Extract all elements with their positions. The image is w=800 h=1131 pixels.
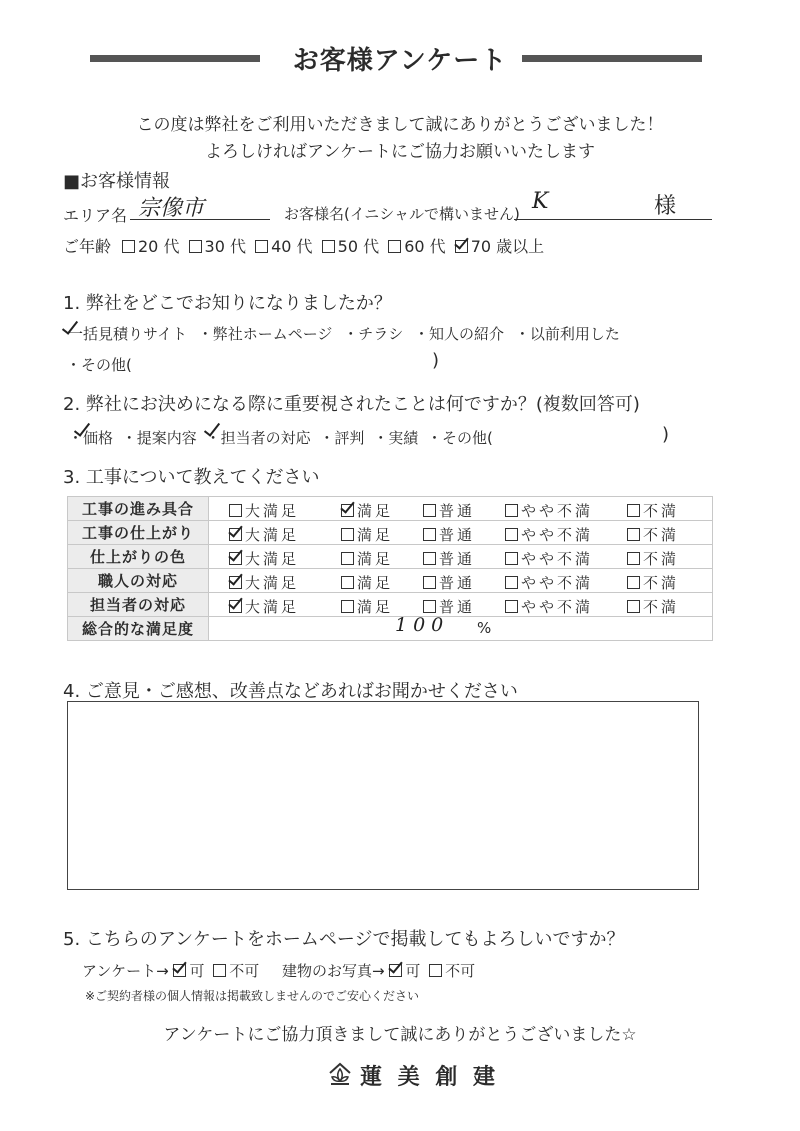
q1-option-comparison-site[interactable]: 一括見積りサイト	[68, 325, 187, 343]
rating-option[interactable]: 不満	[627, 572, 679, 593]
checked-checkbox-icon	[229, 552, 242, 565]
checkbox-icon	[505, 600, 518, 613]
overall-cell[interactable]	[209, 614, 713, 641]
rating-option[interactable]: 大満足	[229, 500, 299, 521]
overall-value: 100	[395, 614, 450, 636]
rating-option[interactable]: 不満	[627, 524, 679, 545]
checkbox-icon	[505, 528, 518, 541]
age-label: ご年齢	[63, 237, 112, 256]
checkbox-icon	[627, 552, 640, 565]
q2-options	[68, 427, 493, 448]
q1-other-label[interactable]: ・その他(	[66, 356, 132, 374]
q2-option-other[interactable]: ・その他(	[426, 429, 493, 447]
checkbox-icon	[505, 504, 518, 517]
checkbox-icon	[505, 576, 518, 589]
overall-label: 総合的な満足度	[68, 617, 209, 641]
name-value: K	[532, 189, 549, 214]
checked-checkbox-icon	[341, 504, 354, 517]
checked-checkbox-icon	[389, 964, 402, 977]
row-label: 仕上がりの色	[68, 545, 209, 569]
rating-option[interactable]: 大満足	[229, 596, 299, 617]
table-row	[68, 545, 713, 569]
rating-option[interactable]: 満足	[341, 596, 393, 617]
age-option-30[interactable]: 30 代	[189, 237, 246, 256]
rating-option[interactable]: 普通	[423, 524, 475, 545]
row-label: 担当者の対応	[68, 593, 209, 617]
checked-checkbox-icon	[229, 600, 242, 613]
rating-option[interactable]: 普通	[423, 596, 475, 617]
q5-survey-row	[82, 960, 259, 981]
q4-heading: 4. ご意見・ご感想、改善点などあればお聞かせください	[63, 681, 518, 702]
rating-cells	[209, 545, 713, 569]
checkbox-icon	[505, 552, 518, 565]
satisfaction-table	[67, 496, 713, 641]
checkbox-icon	[341, 552, 354, 565]
lotus-logo-icon	[327, 1061, 353, 1087]
survey-no-option[interactable]: 不可	[213, 962, 259, 980]
page-title: お客様アンケート	[292, 46, 508, 76]
rating-option[interactable]: やや不満	[505, 500, 593, 521]
checkbox-icon	[627, 576, 640, 589]
rating-cells	[209, 569, 713, 593]
customer-info-heading: ■お客様情報	[63, 171, 171, 192]
checked-checkbox-icon	[229, 576, 242, 589]
area-label: エリア名	[63, 206, 128, 225]
checkbox-icon	[627, 600, 640, 613]
rating-option[interactable]: 満足	[341, 572, 393, 593]
q1-option-past-use[interactable]: ・以前利用した	[514, 325, 620, 343]
q1-option-referral[interactable]: ・知人の紹介	[414, 325, 505, 343]
age-option-20[interactable]: 20 代	[122, 237, 179, 256]
photo-yes-option[interactable]: 可	[389, 962, 420, 980]
checkbox-icon	[627, 504, 640, 517]
rating-option[interactable]: 不満	[627, 548, 679, 569]
q1-options	[68, 323, 620, 344]
rating-option[interactable]: やや不満	[505, 524, 593, 545]
rating-option[interactable]: 満足	[341, 524, 393, 545]
checked-checkbox-icon	[173, 964, 186, 977]
checkbox-icon	[423, 600, 436, 613]
age-options	[122, 234, 544, 257]
photo-publish-label: 建物のお写真→	[282, 962, 385, 980]
q1-heading: 1. 弊社をどこでお知りになりましたか？	[63, 293, 392, 314]
checked-checkbox-icon	[229, 528, 242, 541]
rating-cells	[209, 521, 713, 545]
rating-option[interactable]: 普通	[423, 548, 475, 569]
survey-publish-label: アンケート→	[82, 962, 169, 980]
checkbox-icon	[122, 240, 135, 253]
q1-other-close: )	[432, 350, 440, 371]
age-option-40[interactable]: 40 代	[255, 237, 312, 256]
intro-line-1: この度は弊社をご利用いただきまして誠にありがとうございました！	[136, 115, 664, 135]
table-row	[68, 569, 713, 593]
rating-option[interactable]: 満足	[341, 548, 393, 569]
table-row	[68, 593, 713, 617]
checkbox-icon	[341, 600, 354, 613]
checkbox-icon	[341, 528, 354, 541]
rating-cells	[209, 497, 713, 521]
checkbox-icon	[627, 528, 640, 541]
q2-option-price[interactable]: ・価格	[68, 429, 114, 447]
checkbox-icon	[423, 552, 436, 565]
checkbox-icon	[255, 240, 268, 253]
q2-heading: 2. 弊社にお決めになる際に重要視されたことは何ですか？(複数回答可)	[63, 394, 640, 415]
rating-option[interactable]: 大満足	[229, 524, 299, 545]
q3-heading: 3. 工事について教えてください	[63, 467, 320, 488]
row-label: 工事の仕上がり	[68, 521, 209, 545]
area-field[interactable]	[130, 197, 270, 220]
table-row	[68, 497, 713, 521]
q2-option-staff[interactable]: ・担当者の対応	[205, 429, 311, 447]
q1-option-flyer[interactable]: ・チラシ	[343, 325, 404, 343]
area-value: 宗像市	[138, 196, 205, 221]
age-option-70-plus[interactable]: 70 歳以上	[455, 237, 544, 256]
table-row-overall	[68, 617, 713, 641]
q2-option-proposal[interactable]: ・提案内容	[121, 429, 197, 447]
checkbox-icon	[229, 504, 242, 517]
q2-option-reputation[interactable]: ・評判	[319, 429, 365, 447]
q5-heading: 5. こちらのアンケートをホームページで掲載してもよろしいですか？	[63, 929, 625, 950]
checkbox-icon	[388, 240, 401, 253]
photo-no-option[interactable]: 不可	[429, 962, 475, 980]
checkbox-icon	[429, 964, 442, 977]
q1-option-homepage[interactable]: ・弊社ホームページ	[197, 325, 333, 343]
age-option-50[interactable]: 50 代	[322, 237, 379, 256]
intro-line-2: よろしければアンケートにご協力お願いいたします	[205, 142, 595, 162]
checkbox-icon	[423, 576, 436, 589]
rating-option[interactable]: やや不満	[505, 596, 593, 617]
comment-textarea[interactable]	[67, 701, 699, 890]
checkbox-icon	[213, 964, 226, 977]
overall-unit: %	[477, 619, 492, 637]
checkbox-icon	[322, 240, 335, 253]
checked-checkbox-icon	[455, 240, 468, 253]
age-option-60[interactable]: 60 代	[388, 237, 445, 256]
name-label: お客様名(イニシャルで構いません)	[284, 205, 520, 223]
rating-option[interactable]: 大満足	[229, 572, 299, 593]
rating-option[interactable]: 不満	[627, 596, 679, 617]
rating-option[interactable]: 普通	[423, 572, 475, 593]
honorific: 様	[654, 194, 677, 219]
rating-option[interactable]: 大満足	[229, 548, 299, 569]
closing-message: アンケートにご協力頂きまして誠にありがとうございました☆	[163, 1025, 637, 1045]
privacy-note: ※ご契約者様の個人情報は掲載致しませんのでご安心ください	[85, 989, 420, 1003]
rating-option[interactable]: やや不満	[505, 548, 593, 569]
rating-option[interactable]: 満足	[341, 500, 393, 521]
q5-photo-row	[282, 960, 475, 981]
rating-option[interactable]: やや不満	[505, 572, 593, 593]
company-name: 蓮 美 創 建	[360, 1065, 499, 1090]
checkbox-icon	[423, 504, 436, 517]
rating-option[interactable]: 普通	[423, 500, 475, 521]
rating-cells	[209, 593, 713, 617]
row-label: 工事の進み具合	[68, 497, 209, 521]
checkbox-icon	[423, 528, 436, 541]
survey-yes-option[interactable]: 可	[173, 962, 204, 980]
checkbox-icon	[189, 240, 202, 253]
checkbox-icon	[341, 576, 354, 589]
row-label: 職人の対応	[68, 569, 209, 593]
table-row	[68, 521, 713, 545]
name-field[interactable]	[514, 189, 712, 220]
rating-option[interactable]: 不満	[627, 500, 679, 521]
q2-other-close: )	[662, 424, 670, 445]
q2-option-track-record[interactable]: ・実績	[373, 429, 419, 447]
